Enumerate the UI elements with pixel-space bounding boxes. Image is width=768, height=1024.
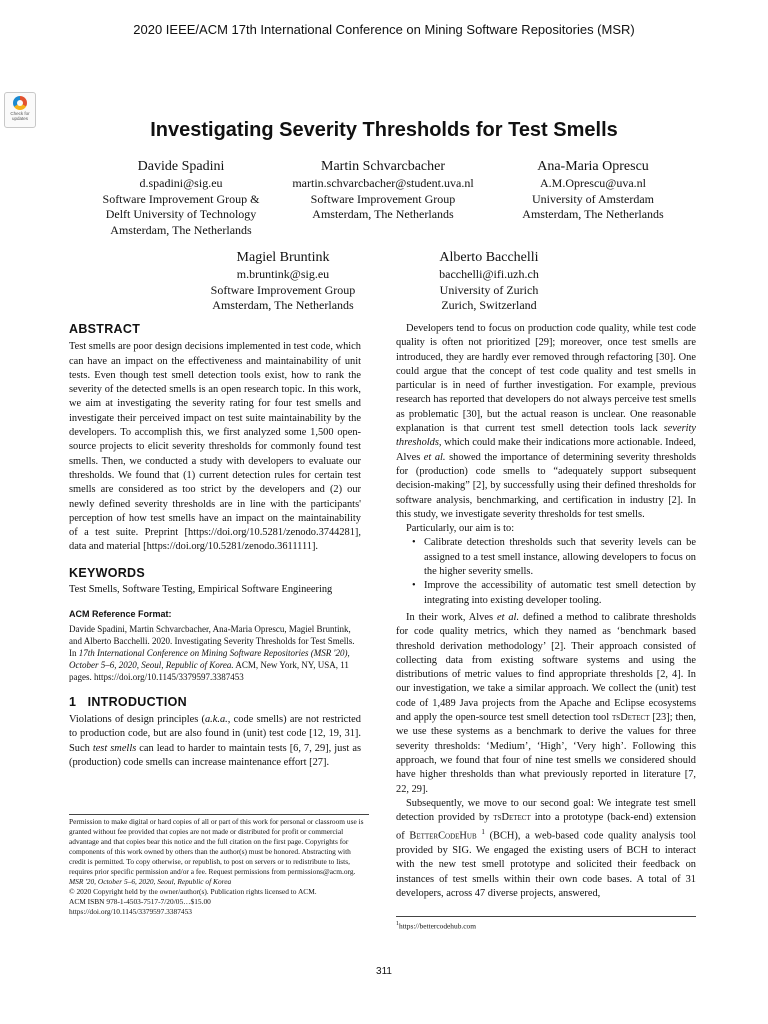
author-affiliation: University of Amsterdam (532, 191, 654, 206)
author-affiliation: Software Improvement Group & (102, 191, 260, 206)
author-location: Zurich, Switzerland (441, 298, 537, 312)
author-email: A.M.Oprescu@uva.nl (539, 176, 647, 190)
author-affiliation: Software Improvement Group (210, 282, 356, 297)
footnote (396, 916, 696, 930)
permission-text: Permission to make digital or hard copies of all or part of this work for personal or classroom use is granted without fee provided that copies are not made or distributed for profit or commercial advantage and that copies bear this notice and the full citation on the first page. Copyrights for components of this work owned by others than the author(s) must be honored. Abstracting with credit is permitted. To copy otherwise, or republish, to post on servers or to redistribute to lists, requires prior specific permission and/or a fee. Request permissions from permissions@acm.org. (69, 817, 364, 876)
page-number: 311 (376, 966, 392, 977)
acm-reference-heading: ACM Reference Format: (69, 609, 172, 620)
author-email: martin.schvarcbacher@student.uva.nl (292, 176, 474, 190)
footnote-mark: 1 (396, 921, 399, 927)
acm-reference-text: Davide Spadini, Martin Schvarcbacher, Ana-Maria Oprescu, Magiel Bruntink, and Alberto Bacchelli. 2020. Investigating Severity Thresholds for Test Smells. In 17th International Conference on Mining Software Repositories (MSR '20), October 5–6, 2020, Seoul, Republic of Korea. ACM, New York, NY, USA, 11 pages. https://doi.org/10.1145/3379597.3387453 (69, 623, 355, 682)
body-paragraph: Particularly, our aim is to: (406, 523, 515, 535)
author-block (61, 158, 301, 238)
author-location: Amsterdam, The Netherlands (110, 222, 252, 237)
author-block (473, 158, 713, 223)
author-email: bacchelli@ifi.uzh.ch (439, 267, 539, 281)
keywords-heading: KEYWORDS (69, 565, 146, 580)
abstract-text: Test smells are poor design decisions implemented in test code, which can have an impact on the effectiveness and maintainability of unit tests. Even though test smell detection tools exist, how to rank the severity of the detected smells is an open research topic. In this work, we aim at investigating the severity rating for four test smells and investigate their perceived impact on test suite maintainability by the developers. To accomplish this, we first analyzed some 1,500 open-source projects to elicit severity thresholds for commonly found test smells. Then, we conducted a study with developers to evaluate our thresholds. We found that (1) current detection rules for certain test smells are considered as too strict by the developers and (2) our newly defined severity thresholds are in line with the participants' perception of how test smells have an impact on the maintainability of a test suite. Preprint [https://doi.org/10.5281/zenodo.3744281], data and material [https://doi.org/10.5281/zenodo.3611111]. (69, 341, 361, 553)
author-location: Amsterdam, The Netherlands (212, 298, 354, 312)
body-paragraph: In their work, Alves et al. defined a method to calibrate thresholds for code quality metrics, which they named as ‘benchmark based threshold derivation methodology’ [2]. Their approach consisted of collecting data from existing software systems and using the distributions of metric values to find appropriate thresholds [2, 4]. In our investigation, we take a similar approach. We collect the (unit) test code of 1,489 Java projects from the Apache and Eclipse ecosystems and apply the open-source test smell detection tool tsDetect [23]; then, we use these systems as a benchmark to derive the values for three severity thresholds: ‘Medium’, ‘High’, ‘Very high’. Following this approach, we found that four of nine test smells we considered should have higher thresholds than what previously reported in literature [7, 22, 29]. (396, 611, 696, 795)
update-icon (13, 96, 27, 110)
author-email: d.spadini@sig.eu (139, 176, 223, 190)
copyright-line: © 2020 Copyright held by the owner/author(s). Publication rights licensed to ACM. (69, 887, 317, 896)
author-affiliation: Delft University of Technology (105, 207, 257, 221)
conference-header: 2020 IEEE/ACM 17th International Conference on Mining Software Repositories (MSR) (133, 22, 635, 37)
author-block (266, 158, 500, 223)
body-paragraph: Developers tend to focus on production code quality, while test code quality is often not prioritized [29]; moreover, once test smells are introduced, they are hardly ever removed through refactoring [30]. One could argue that the concept of test code quality and test smells in particular is in need of further investigation. For example, previous research has reported that developers do not always perceive test smells as problematic [30], but the actual reason is unclear. One reasonable explanation is that current test smell detection tools lack severity thresholds, which could make their indications more actionable. Indeed, Alves et al. showed the importance of determining severity thresholds for (production) code smells to “adequately support subsequent decision-making” [2], by successfully using their defined thresholds for software analysis, benchmarking, and certification in industry [2]. In this study, we investigate severity thresholds for test smells. (396, 323, 696, 520)
right-column (396, 322, 696, 901)
introduction-paragraph: Violations of design principles (a.k.a., code smells) are not restricted to production code, but are also found in (unit) test code [12, 19, 31]. Such test smells can lead to harder to maintain tests [6, 7, 29], just as (production) code smells can increase maintenance effort [27]. (69, 713, 361, 768)
list-item: • Calibrate detection thresholds such that severity levels can be assigned to a test smell instance, allowing developers to focus on the higher severity smells. (424, 536, 696, 579)
author-name: Ana-Maria Oprescu (537, 159, 649, 174)
introduction-heading: 1 INTRODUCTION (69, 694, 187, 709)
aims-list (396, 536, 696, 607)
author-name: Davide Spadini (137, 159, 225, 174)
isbn-line: ACM ISBN 978-1-4503-7517-7/20/05…$15.00 (69, 897, 211, 906)
author-location: Amsterdam, The Netherlands (312, 207, 454, 221)
paper-title: Investigating Severity Thresholds for Test Smells (150, 119, 618, 141)
body-paragraph: Subsequently, we move to our second goal: We integrate test smell detection provided by tsDetect into a prototype (back-end) extension of BetterCodeHub $^1$ (BCH), a web-based code quality analysis tool provided by SIG. We engaged the existing users of BCH to interact with the new test smell prototype and solicited their feedback on instances of test smells within their own code bases. A total of 31 developers, across 47 diverse projects, answered, (396, 797, 696, 900)
list-item: • Improve the accessibility of automatic test smell detection by integrating into existing developer tooling. (424, 579, 696, 608)
permission-notice (69, 814, 369, 917)
author-block (369, 249, 609, 314)
badge-label: Check for updates (10, 111, 30, 121)
doi-link[interactable]: https://doi.org/10.1145/3379597.3387453 (69, 907, 192, 916)
keywords-text: Test Smells, Software Testing, Empirical Software Engineering (69, 584, 333, 596)
author-affiliation: Software Improvement Group (310, 191, 456, 206)
author-block (163, 249, 403, 314)
footnote-link[interactable]: https://bettercodehub.com (399, 921, 476, 931)
abstract-heading: ABSTRACT (69, 322, 141, 336)
author-email: m.bruntink@sig.eu (236, 267, 330, 281)
author-name: Magiel Bruntink (236, 250, 330, 265)
author-location: Amsterdam, The Netherlands (522, 207, 664, 221)
left-column (69, 322, 361, 770)
author-name: Alberto Bacchelli (439, 250, 539, 265)
author-affiliation: University of Zurich (439, 282, 539, 297)
author-name: Martin Schvarcbacher (321, 159, 445, 174)
venue-line: MSR '20, October 5–6, 2020, Seoul, Republic of Korea (69, 877, 232, 886)
